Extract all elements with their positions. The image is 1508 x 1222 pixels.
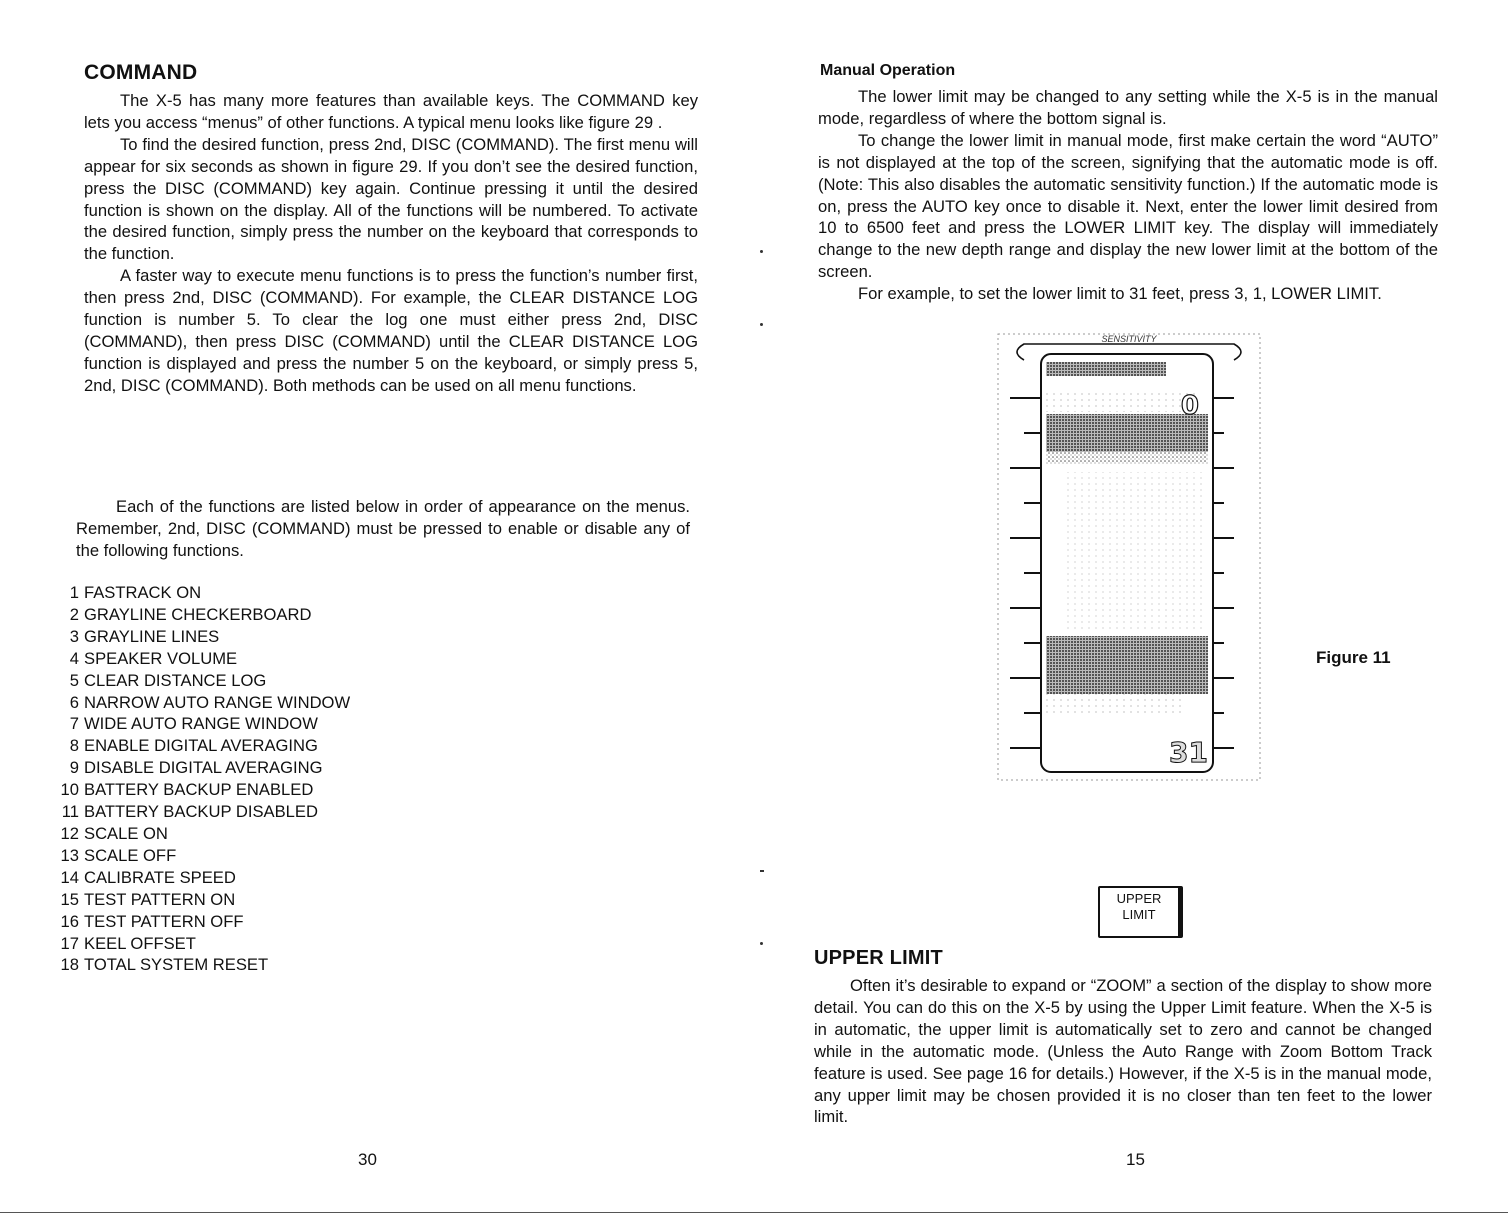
key-label-line1: UPPER bbox=[1116, 891, 1162, 906]
list-item: 4 SPEAKER VOLUME bbox=[69, 648, 238, 668]
right-scale-ticks bbox=[1214, 398, 1234, 748]
list-item: 11 BATTERY BACKUP DISABLED bbox=[61, 802, 318, 822]
lower-depth-readout: 31 bbox=[1169, 736, 1208, 769]
upper-limit-key bbox=[1098, 886, 1183, 938]
list-item: 9 DISABLE DIGITAL AVERAGING bbox=[69, 758, 323, 778]
paragraph: To change the lower limit in manual mode, first make certain the word “AUTO” is not displayed at the top of the screen, signifying that the automatic mode is off. (Note: This also disables the automatic sensitivity function.) If the automatic mode is on, press the AUTO key once to disable it. Next, enter the lower limit desired from 10 to 6500 feet and press the LOWER LIMIT key. The display will immediately change to the new depth range and display the new lower limit at the bottom of the screen. bbox=[818, 130, 1438, 282]
paragraph: The X-5 has many more features than available keys. The COMMAND key lets you access “menus” of other functions. A typical menu looks like figure 29 . bbox=[84, 91, 698, 132]
list-item: 17 KEEL OFFSET bbox=[60, 933, 196, 953]
list-item: 10 BATTERY BACKUP ENABLED bbox=[60, 780, 314, 800]
paragraph: A faster way to execute menu functions is to press the function’s number first, then press 2nd, DISC (COMMAND). For example, the CLEAR DISTANCE LOG function is number 5. To clear the log one must either press 2nd, DISC (COMMAND), then press DISC (COMMAND) until the CLEAR DISTANCE LOG function is displayed and press the number 5 on the keyboard, or simply press 5, 2nd, DISC (COMMAND). Both methods can be used on all menu functions. bbox=[84, 266, 698, 395]
upper-limit-heading: UPPER LIMIT bbox=[814, 947, 943, 969]
manual-operation-heading: Manual Operation bbox=[820, 62, 956, 79]
sensitivity-label: SENSITIVITY bbox=[1101, 334, 1157, 344]
paragraph: The lower limit may be changed to any setting while the X-5 is in the manual mode, regardless of where the bottom signal is. bbox=[818, 87, 1438, 128]
paragraph: For example, to set the lower limit to 31 feet, press 3, 1, LOWER LIMIT. bbox=[858, 284, 1382, 304]
figure-11-display bbox=[996, 332, 1262, 782]
scan-mark bbox=[760, 250, 763, 253]
paragraph: Each of the functions are listed below in order of appearance on the menus. Remember, 2nd, DISC (COMMAND) must be pressed to enable or disable any of the following functions. bbox=[76, 497, 690, 560]
list-item: 2 GRAYLINE CHECKERBOARD bbox=[69, 604, 312, 624]
command-heading: COMMAND bbox=[84, 61, 198, 84]
command-intro bbox=[84, 90, 698, 397]
list-item: 18 TOTAL SYSTEM RESET bbox=[60, 955, 269, 975]
list-item: 5 CLEAR DISTANCE LOG bbox=[69, 670, 267, 690]
page-number-right: 15 bbox=[1126, 1150, 1145, 1169]
upper-limit-text bbox=[814, 975, 1432, 1128]
paragraph: Often it’s desirable to expand or “ZOOM” a section of the display to show more detail. You can do this on the X-5 by using the Upper Limit feature. When the X-5 is in automatic, the upper limit is automatically set to zero and cannot be changed while in the automatic mode. (Unless the Auto Range with Zoom Bottom Track feature is used. See page 16 for details.) However, if the X-5 is in the manual mode, any upper limit may be chosen provided it is no closer than ten feet to the lower limit. bbox=[814, 976, 1432, 1127]
figure-caption: Figure 11 bbox=[1316, 648, 1391, 667]
list-item: 6 NARROW AUTO RANGE WINDOW bbox=[69, 692, 351, 712]
manual-operation-text bbox=[818, 86, 1438, 305]
list-item: 12 SCALE ON bbox=[60, 823, 168, 843]
page-bottom-edge bbox=[0, 1212, 1508, 1213]
list-item: 15 TEST PATTERN ON bbox=[60, 889, 236, 909]
scan-mark bbox=[760, 942, 763, 945]
functions-intro bbox=[76, 496, 690, 562]
function-list bbox=[57, 582, 350, 976]
list-item: 1 FASTRACK ON bbox=[69, 583, 202, 602]
list-item: 3 GRAYLINE LINES bbox=[69, 626, 220, 646]
upper-depth-readout: 0 bbox=[1180, 391, 1199, 421]
paragraph: To find the desired function, press 2nd, DISC (COMMAND). The first menu will appear for six seconds as shown in figure 29. If you don’t see the desired function, press the DISC (COMMAND) key again. Continue pressing it until the desired function is shown on the display. All of the functions will be numbered. To activate the desired function, simply press the number on the keyboard that corresponds to the function. bbox=[84, 134, 698, 264]
left-scale-ticks bbox=[1010, 398, 1040, 748]
list-item: 7 WIDE AUTO RANGE WINDOW bbox=[69, 714, 318, 734]
scan-mark bbox=[760, 323, 763, 326]
page-number-left: 30 bbox=[358, 1150, 377, 1169]
list-item: 13 SCALE OFF bbox=[60, 845, 177, 865]
scan-mark bbox=[760, 870, 764, 872]
list-item: 16 TEST PATTERN OFF bbox=[60, 911, 244, 931]
list-item: 8 ENABLE DIGITAL AVERAGING bbox=[69, 736, 318, 756]
key-label-line2: LIMIT bbox=[1122, 907, 1156, 922]
list-item: 14 CALIBRATE SPEED bbox=[60, 867, 236, 887]
